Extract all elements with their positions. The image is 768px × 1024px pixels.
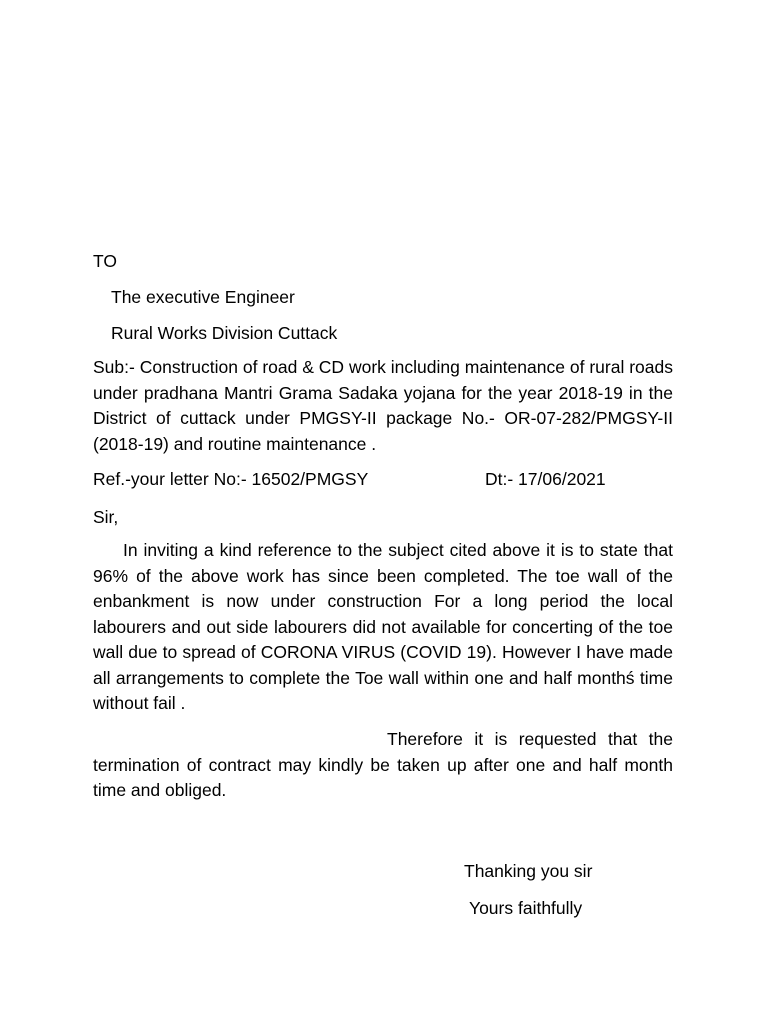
to-label: TO [93,251,117,271]
reference-line: Ref.-your letter No:- 16502/PMGSY [93,469,369,489]
closing-signoff: Yours faithfully [469,898,583,918]
recipient-title: The executive Engineer [111,287,295,307]
body-paragraph-1: In inviting a kind reference to the subject cited above it is to state that 96% of the above work has since been completed. The toe wall of the enbankment is now under construction For a long period the local labourers and out side labourers did not available for concerting of the toe wall due to spread of CORONA VIRUS (COVID 19). However I have made all arrangements to complete the Toe wall within one and half monthś time without fail . [93,540,673,713]
subject-paragraph: Sub:- Construction of road & CD work including maintenance of rural roads under pradhana Mantri Grama Sadaka yojana for the year 2018-19 in the District of cuttack under PMGSY-II package No.- OR-07-282/PMGSY-II (2018-19) and routine maintenance . [93,357,673,454]
body-paragraph-2: Therefore it is requested that the termination of contract may kindly be taken up after one and half month time and obliged. [93,729,673,800]
reference-date: Dt:- 17/06/2021 [485,469,606,489]
recipient-office: Rural Works Division Cuttack [111,323,338,343]
greeting: Sir, [93,507,119,527]
closing-thanks: Thanking you sir [464,861,593,881]
